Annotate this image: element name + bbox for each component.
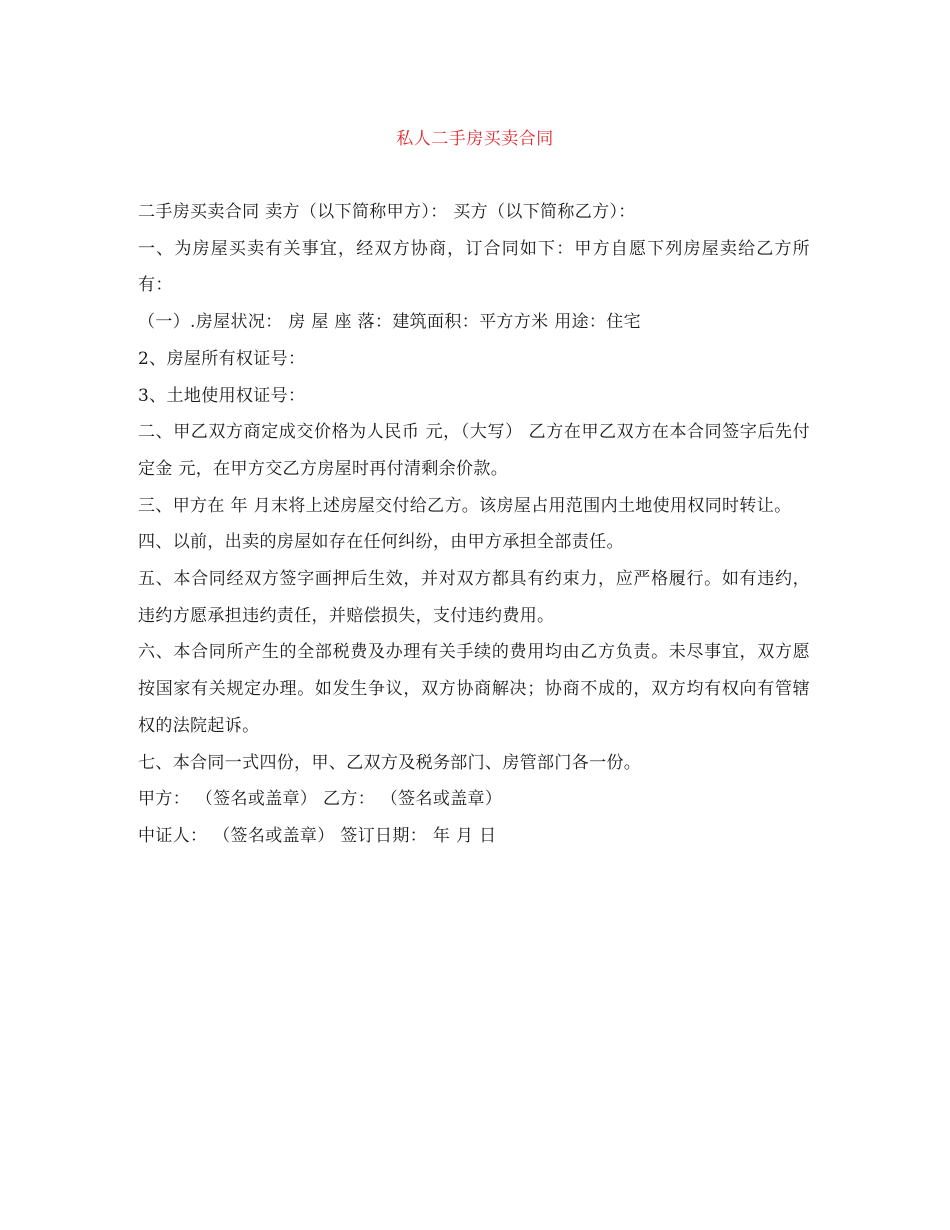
clause-2: 二、甲乙双方商定成交价格为人民币 元，（大写） 乙方在甲乙双方在本合同签字后先付定金 元，在甲方交乙方房屋时再付清剩余价款。 — [138, 422, 810, 479]
header-line: 二手房买卖合同 卖方（以下简称甲方）： 买方（以下简称乙方）： — [138, 202, 636, 222]
clause-4: 四、以前，出卖的房屋如存在任何纠纷，由甲方承担全部责任。 — [138, 532, 624, 553]
clause-5: 五、本合同经双方签字画押后生效，并对双方都具有约束力，应严格履行。如有违约，违约方愿承担违约责任，并赔偿损失，支付违约费用。 — [138, 569, 810, 626]
witness-date-line: 中证人： （签名或盖章） 签订日期： 年 月 日 — [138, 825, 497, 846]
clause-1-ownership-cert: 2、房屋所有权证号： — [138, 348, 306, 369]
signature-parties-line: 甲方： （签名或盖章） 乙方： （签名或盖章） — [138, 789, 503, 810]
clause-1-land-cert: 3、土地使用权证号： — [138, 385, 306, 406]
clause-7: 七、本合同一式四份，甲、乙双方及税务部门、房管部门各一份。 — [138, 752, 642, 773]
contract-body — [138, 194, 810, 855]
clause-6: 六、本合同所产生的全部税费及办理有关手续的费用均由乙方负责。未尽事宜，双方愿按国家有关规定办理。如发生争议，双方协商解决；协商不成的，双方均有权向有管辖权的法院起诉。 — [138, 642, 810, 736]
clause-3: 三、甲方在 年 月末将上述房屋交付给乙方。该房屋占用范围内土地使用权同时转让。 — [138, 495, 792, 516]
clause-1-property-status: （一）.房屋状况： 房 屋 座 落：建筑面积：平方方米 用途：住宅 — [138, 312, 641, 333]
document-title: 私人二手房买卖合同 — [396, 129, 554, 149]
clause-1: 一、为房屋买卖有关事宜，经双方协商，订合同如下：甲方自愿下列房屋卖给乙方所有： — [138, 238, 810, 296]
